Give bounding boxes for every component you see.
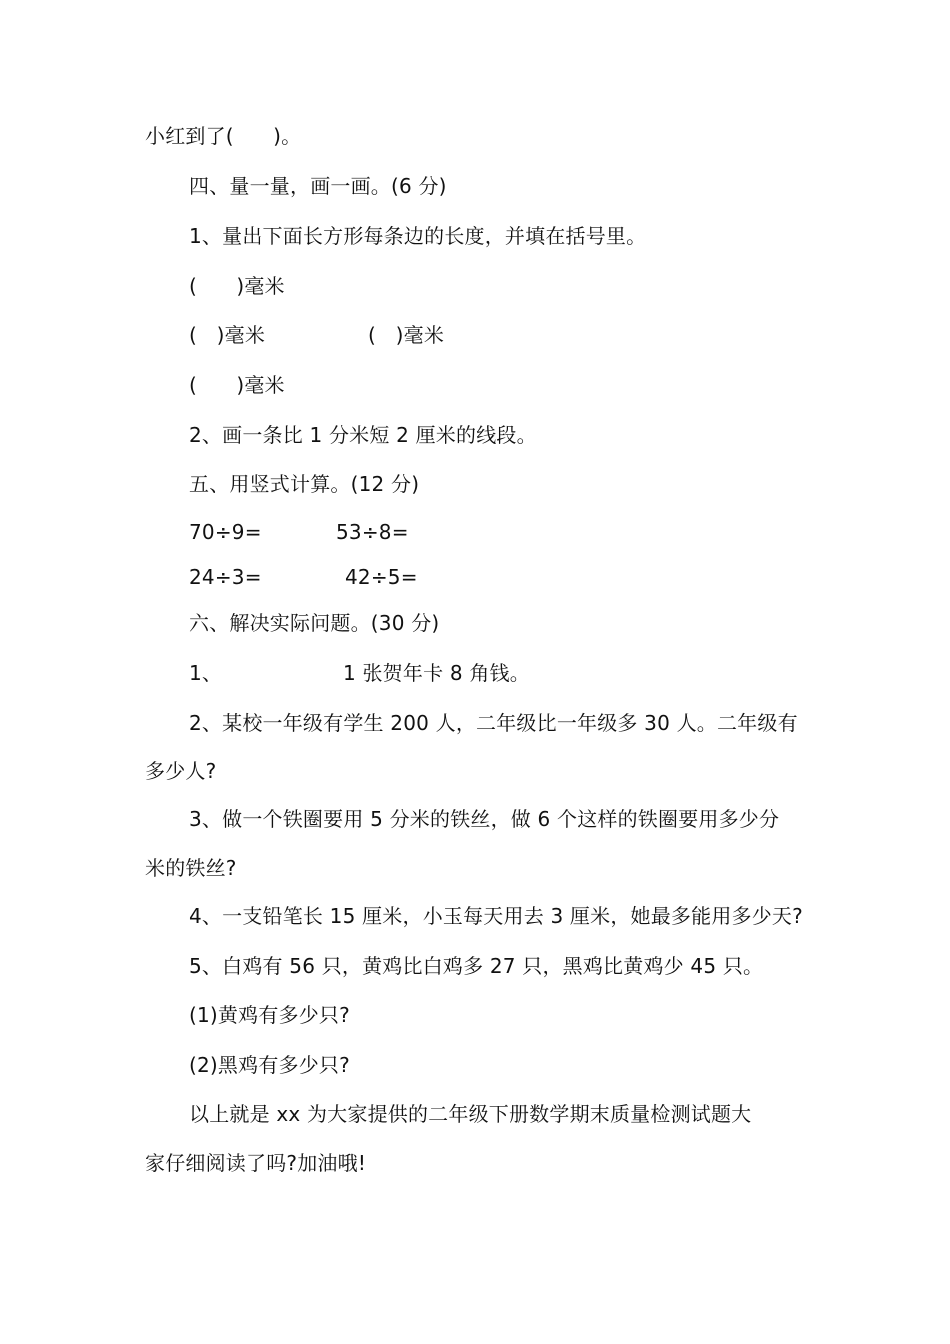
calc-item: 70÷9= <box>189 520 262 544</box>
text-line: 小红到了( )。 <box>145 124 302 148</box>
answer-blank: ( )毫米 <box>189 274 285 298</box>
question-number: 1、 <box>189 661 223 685</box>
question-line: 多少人? <box>145 759 217 783</box>
calc-item: 42÷5= <box>345 565 418 589</box>
question-line: 2、某校一年级有学生 200 人，二年级比一年级多 30 人。二年级有 <box>189 711 798 735</box>
calc-item: 53÷8= <box>336 520 409 544</box>
question-line: 2、画一条比 1 分米短 2 厘米的线段。 <box>189 423 537 447</box>
calc-item: 24÷3= <box>189 565 262 589</box>
closing-text: 以上就是 xx 为大家提供的二年级下册数学期末质量检测试题大 <box>189 1102 752 1126</box>
section-heading-4: 四、量一量，画一画。(6 分) <box>189 174 447 198</box>
answer-blank: ( )毫米 <box>189 373 285 397</box>
closing-text: 家仔细阅读了吗?加油哦! <box>145 1151 367 1175</box>
question-line: 1、量出下面长方形每条边的长度，并填在括号里。 <box>189 224 647 248</box>
question-line: 4、一支铅笔长 15 厘米，小玉每天用去 3 厘米，她最多能用多少天? <box>189 904 803 928</box>
question-line: 1 张贺年卡 8 角钱。 <box>343 661 530 685</box>
answer-blank: ( )毫米 <box>368 323 445 347</box>
sub-question: (2)黑鸡有多少只? <box>189 1053 350 1077</box>
question-line: 3、做一个铁圈要用 5 分米的铁丝，做 6 个这样的铁圈要用多少分 <box>189 807 780 831</box>
question-line: 5、白鸡有 56 只，黄鸡比白鸡多 27 只，黑鸡比黄鸡少 45 只。 <box>189 954 764 978</box>
section-heading-6: 六、解决实际问题。(30 分) <box>189 611 440 635</box>
section-heading-5: 五、用竖式计算。(12 分) <box>189 472 420 496</box>
sub-question: (1)黄鸡有多少只? <box>189 1003 350 1027</box>
question-line: 米的铁丝? <box>145 856 237 880</box>
answer-blank: ( )毫米 <box>189 323 266 347</box>
